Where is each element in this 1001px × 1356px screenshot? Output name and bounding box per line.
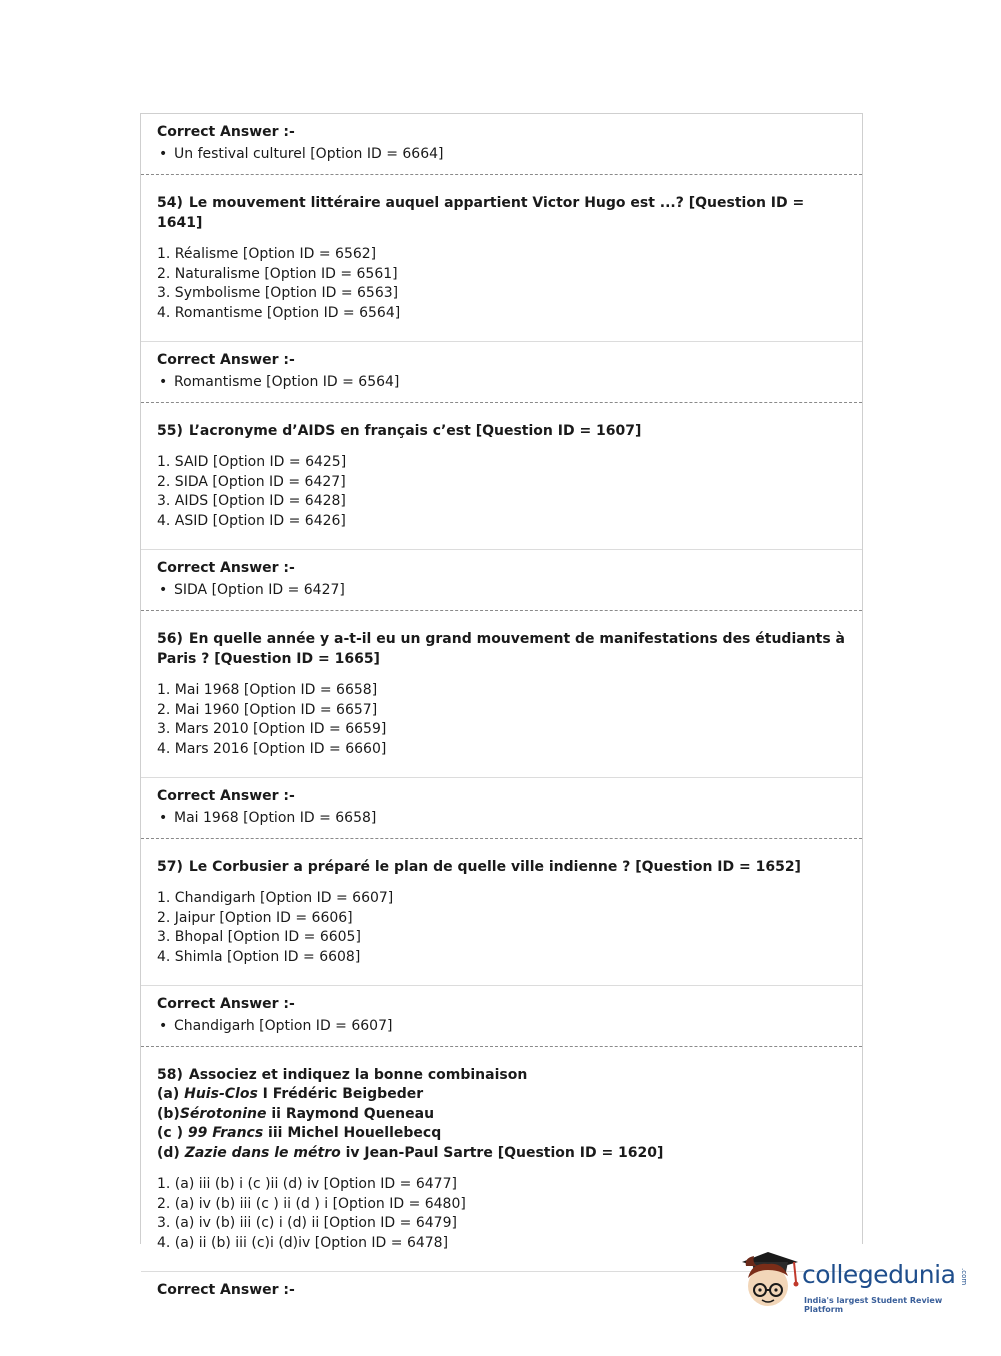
option-item: 3. AIDS [Option ID = 6428] xyxy=(157,493,346,509)
correct-answer-item: • SIDA [Option ID = 6427] xyxy=(159,582,345,598)
question-block-56 xyxy=(141,611,862,778)
option-item: 2. (a) iv (b) iii (c ) ii (d ) i [Option ID = 6480] xyxy=(157,1195,466,1212)
option-item: 2. SIDA [Option ID = 6427] xyxy=(157,473,346,490)
option-item: 4. Mars 2016 [Option ID = 6660] xyxy=(157,740,387,757)
option-item: 2. Mai 1960 [Option ID = 6657] xyxy=(157,701,378,718)
correct-answer-label: Correct Answer :- xyxy=(157,1282,295,1298)
exam-sheet xyxy=(140,113,863,1298)
option-item: 3. Bhopal [Option ID = 6605] xyxy=(157,929,361,945)
option-item: 4. ASID [Option ID = 6426] xyxy=(157,512,346,529)
brand-name: collegedunia xyxy=(802,1260,956,1289)
question-block-54 xyxy=(141,175,862,342)
match-row-c: (c ) 99 Francs iii Michel Houellebecq xyxy=(157,1125,442,1141)
correct-answer-item: • Romantisme [Option ID = 6564] xyxy=(159,374,400,390)
option-item: 1. SAID [Option ID = 6425] xyxy=(157,454,347,470)
correct-answer-label: Correct Answer :- xyxy=(157,788,295,804)
option-item: 2. Naturalisme [Option ID = 6561] xyxy=(157,265,398,282)
option-item: 3. (a) iv (b) iii (c) i (d) ii [Option ID = 6479] xyxy=(157,1215,457,1231)
collegedunia-logo[interactable] xyxy=(738,1248,970,1318)
correct-answer-label: Correct Answer :- xyxy=(157,996,295,1012)
correct-answer-label: Correct Answer :- xyxy=(157,124,295,140)
option-item: 4. (a) ii (b) iii (c)i (d)iv [Option ID = 6478] xyxy=(157,1234,449,1251)
correct-answer-item: • Chandigarh [Option ID = 6607] xyxy=(159,1018,393,1034)
option-item: 3. Symbolisme [Option ID = 6563] xyxy=(157,285,399,301)
option-list xyxy=(157,453,846,531)
question-block-57 xyxy=(141,839,862,986)
match-row-a: (a) Huis-Clos I Frédéric Beigbeder xyxy=(157,1086,424,1102)
question-block-58 xyxy=(141,1047,862,1272)
option-item: 4. Romantisme [Option ID = 6564] xyxy=(157,304,401,321)
correct-answer-label: Correct Answer :- xyxy=(157,560,295,576)
answer-block-54 xyxy=(141,342,862,403)
correct-answer-item: • Un festival culturel [Option ID = 6664] xyxy=(159,146,444,162)
answer-block-57 xyxy=(141,986,862,1047)
question-title: 57) Le Corbusier a préparé le plan de quelle ville indienne ? [Question ID = 1652] xyxy=(157,859,801,875)
correct-answer-label: Correct Answer :- xyxy=(157,352,295,368)
question-title: 55) L’acronyme d’AIDS en français c’est [Question ID = 1607] xyxy=(157,423,642,439)
answer-block-55 xyxy=(141,550,862,611)
option-item: 3. Mars 2010 [Option ID = 6659] xyxy=(157,721,387,737)
question-title: 54) Le mouvement littéraire auquel appartient Victor Hugo est ...? [Question ID = 1641] xyxy=(157,195,805,231)
mascot-icon xyxy=(738,1248,802,1312)
option-list xyxy=(157,889,846,967)
match-row-b: (b)Sérotonine ii Raymond Queneau xyxy=(157,1105,435,1122)
brand-tagline: India's largest Student Review Platform xyxy=(804,1296,943,1314)
option-list xyxy=(157,245,846,323)
option-item: 1. Réalisme [Option ID = 6562] xyxy=(157,246,377,262)
option-item: 2. Jaipur [Option ID = 6606] xyxy=(157,909,353,926)
question-title: 56) En quelle année y a-t-il eu un grand mouvement de manifestations des étudiants à Paris ? [Question ID = 1665] xyxy=(157,631,846,667)
answer-block-53 xyxy=(141,114,862,175)
correct-answer-item: • Mai 1968 [Option ID = 6658] xyxy=(159,810,377,826)
question-block-55 xyxy=(141,403,862,550)
option-item: 4. Shimla [Option ID = 6608] xyxy=(157,948,361,965)
option-item: 1. (a) iii (b) i (c )ii (d) iv [Option ID = 6477] xyxy=(157,1176,457,1192)
brand-suffix: .com xyxy=(960,1268,968,1286)
match-row-d: (d) Zazie dans le métro iv Jean-Paul Sartre [Question ID = 1620] xyxy=(157,1144,664,1161)
option-item: 1. Chandigarh [Option ID = 6607] xyxy=(157,890,394,906)
answer-block-56 xyxy=(141,778,862,839)
question-title: 58) Associez et indiquez la bonne combinaison xyxy=(157,1067,528,1083)
option-list xyxy=(157,681,846,759)
option-list xyxy=(157,1175,846,1253)
option-item: 1. Mai 1968 [Option ID = 6658] xyxy=(157,682,378,698)
